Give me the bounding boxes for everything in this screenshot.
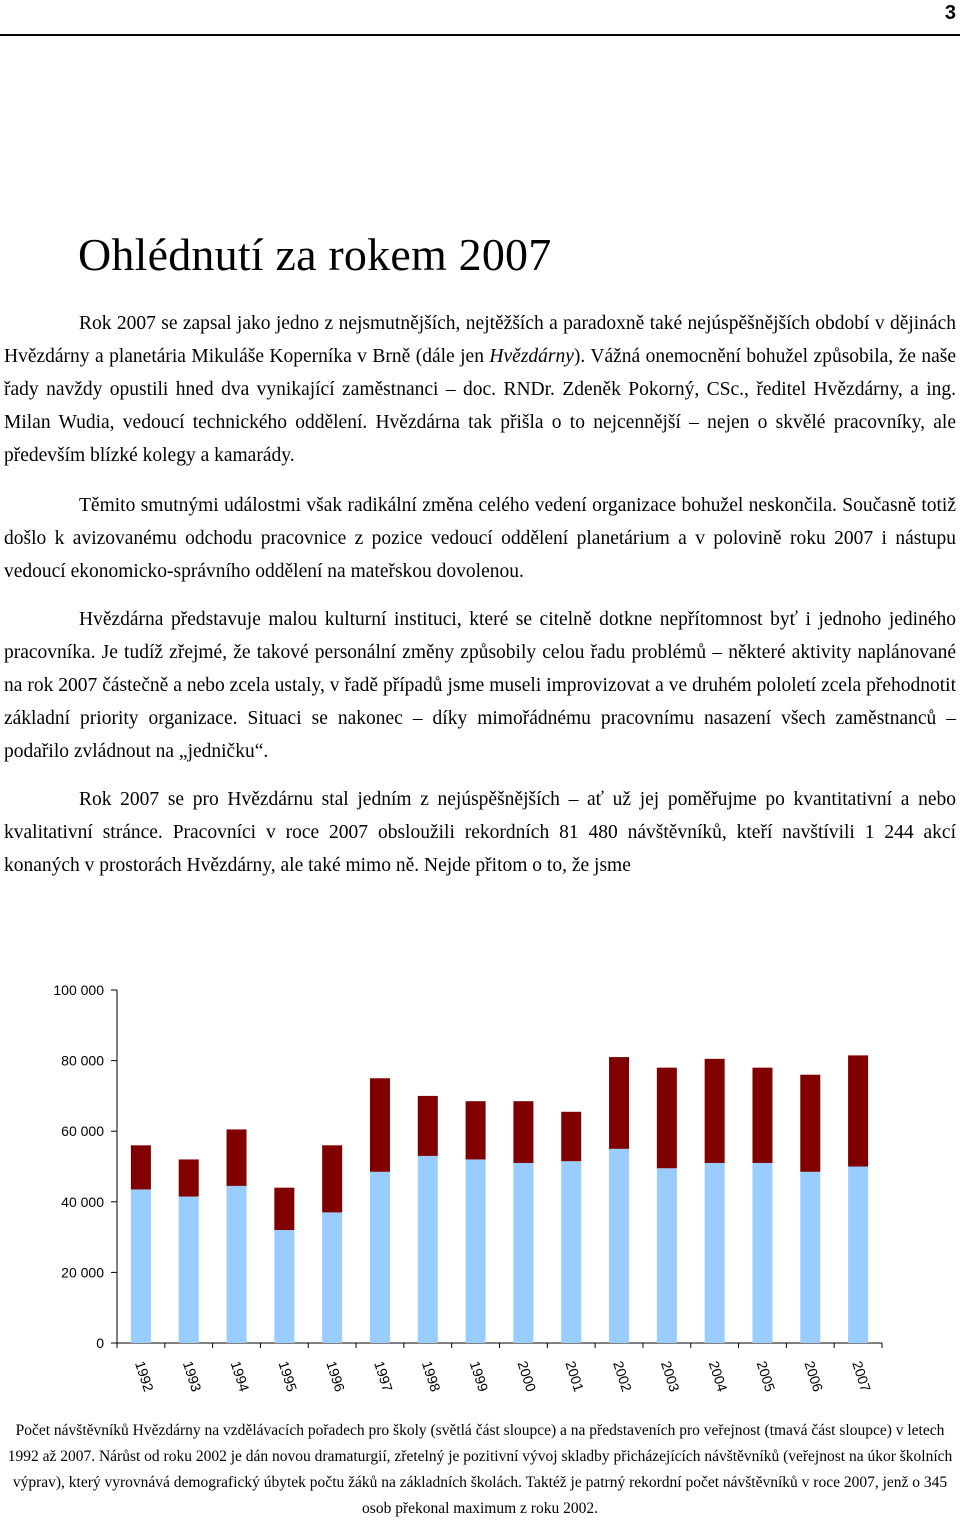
bar-segment-schools — [466, 1159, 486, 1343]
bar-segment-public — [370, 1078, 390, 1172]
bar-segment-schools — [752, 1163, 772, 1343]
bar-segment-schools — [227, 1186, 247, 1343]
bar-segment-public — [800, 1075, 820, 1172]
page-title: Ohlédnutí za rokem 2007 — [78, 229, 552, 280]
y-tick-label: 20 000 — [61, 1264, 104, 1281]
bar-segment-public — [466, 1101, 486, 1159]
x-tick-label: 2000 — [514, 1358, 540, 1394]
bar-segment-public — [657, 1068, 677, 1169]
bar-segment-schools — [179, 1197, 199, 1343]
y-tick-label: 80 000 — [61, 1052, 104, 1069]
bar-segment-schools — [705, 1163, 725, 1343]
bar-segment-schools — [848, 1167, 868, 1344]
bar-segment-schools — [657, 1168, 677, 1343]
x-tick-label: 1992 — [132, 1358, 157, 1394]
bar-segment-public — [322, 1145, 342, 1212]
bar-segment-schools — [131, 1189, 151, 1343]
chart-caption: Počet návštěvníků Hvězdárny na vzdělávacích pořadech pro školy (světlá část sloupce) a na představeních pro veřejnost (tmavá část sloupce) v letech 1992 až 2007. Nárůst od roku 2002 je dán novou dramaturgií, zřetelný je pozitivní vývoj skladby přicházejících návštěvníků (veřejnost na úkor školních výprav), který vyrovnává demografický úbytek počtu žáků na základních školách. Taktéž je patrný rekordní počet návštěvníků v roce 2007, jenž o 345 osob překonal maximum z roku 2002. — [7, 1422, 953, 1517]
x-tick-label: 2004 — [705, 1358, 731, 1394]
x-tick-label: 1998 — [418, 1358, 444, 1394]
bar-segment-schools — [322, 1212, 342, 1343]
paragraph-1-emphasis: Hvězdárny — [489, 346, 574, 367]
x-tick-label: 1997 — [371, 1358, 396, 1394]
y-tick-label: 40 000 — [61, 1193, 104, 1210]
x-tick-label: 1994 — [227, 1358, 253, 1394]
x-tick-label: 1999 — [466, 1358, 492, 1394]
bar-segment-schools — [274, 1230, 294, 1343]
bar-segment-public — [274, 1188, 294, 1230]
x-tick-label: 1993 — [179, 1358, 205, 1394]
bar-segment-schools — [561, 1161, 581, 1343]
bar-segment-schools — [418, 1156, 438, 1343]
bar-segment-public — [609, 1057, 629, 1149]
paragraph-1-text-a: Rok 2007 se zapsal jako jedno z nejsmutnějších, nejtěžších a paradoxně také nejúspěšnějších období v dějinách Hvězdárny a planetária Mikuláše Koperníka v Brně (dále jen — [4, 313, 956, 367]
bar-segment-public — [752, 1068, 772, 1163]
page-header — [0, 0, 960, 36]
y-tick-label: 100 000 — [53, 982, 104, 998]
paragraph-2: Těmito smutnými událostmi však radikální změna celého vedení organizace bohužel neskončila. Současně totiž došlo k avizovanému odchodu pracovnice z pozice vedoucí oddělení planetárium a v polovině roku 2007 i nástupu vedoucí ekonomicko-správního oddělení na mateřskou dovolenou. — [4, 495, 956, 582]
bar-segment-public — [131, 1145, 151, 1189]
bar-segment-public — [418, 1096, 438, 1156]
bar-segment-public — [513, 1101, 533, 1163]
visitors-chart-svg — [0, 960, 960, 1420]
bar-segment-schools — [370, 1172, 390, 1343]
article-body — [4, 307, 956, 897]
bar-segment-public — [179, 1159, 199, 1196]
bar-segment-public — [848, 1055, 868, 1166]
bar-segment-public — [561, 1112, 581, 1161]
page-number: 3 — [944, 2, 956, 24]
x-tick-label: 1996 — [323, 1358, 349, 1394]
x-tick-label: 2005 — [753, 1358, 779, 1394]
x-tick-label: 1995 — [275, 1358, 301, 1394]
y-tick-label: 60 000 — [61, 1123, 104, 1140]
paragraph-3: Hvězdárna představuje malou kulturní instituci, které se citelně dotkne nepřítomnost byť i jednoho jediného pracovníka. Je tudíž zřejmé, že takové personální změny způsobily celou řadu problémů – některé aktivity naplánované na rok 2007 částečně a nebo zcela ustaly, v řadě případů jsme museli improvizovat a ve druhém pololetí zcela přehodnotit základní priority organizace. Situaci se nakonec – díky mimořádnému pracovnímu nasazení všech zaměstnanců – podařilo zvládnout na „jedničku“. — [4, 609, 956, 762]
y-tick-label: 0 — [96, 1335, 104, 1351]
bar-segment-schools — [513, 1163, 533, 1343]
visitors-chart — [0, 960, 960, 1420]
x-tick-label: 2007 — [849, 1358, 875, 1394]
x-tick-label: 2001 — [562, 1358, 588, 1394]
paragraph-1 — [4, 307, 956, 472]
bar-segment-schools — [609, 1149, 629, 1343]
bar-segment-public — [705, 1059, 725, 1163]
bar-segment-schools — [800, 1172, 820, 1343]
paragraph-4: Rok 2007 se pro Hvězdárnu stal jedním z nejúspěšnějších – ať už jej poměřujme po kvantitativní a nebo kvalitativní stránce. Pracovníci v roce 2007 obsloužili rekordních 81 480 návštěvníků, kteří navštívili 1 244 akcí konaných v prostorách Hvězdárny, ale také mimo ně. Nejde přitom o to, že jsme — [4, 789, 956, 876]
x-tick-label: 2006 — [801, 1358, 827, 1394]
x-tick-label: 2003 — [657, 1358, 683, 1394]
bar-segment-public — [227, 1129, 247, 1185]
paragraph-1-text-b: ). Vážná onemocnění bohužel způsobila, že naše řady navždy opustili hned dva vynikající zaměstnanci – doc. RNDr. Zdeněk Pokorný, CSc., ředitel Hvězdárny, a ing. Milan Wudia, vedoucí technického oddělení. Hvězdárna tak přišla o to nejcennější – nejen o skvělé pracovníky, ale především blízké kolegy a kamarády. — [4, 346, 956, 466]
x-tick-label: 2002 — [610, 1358, 636, 1394]
